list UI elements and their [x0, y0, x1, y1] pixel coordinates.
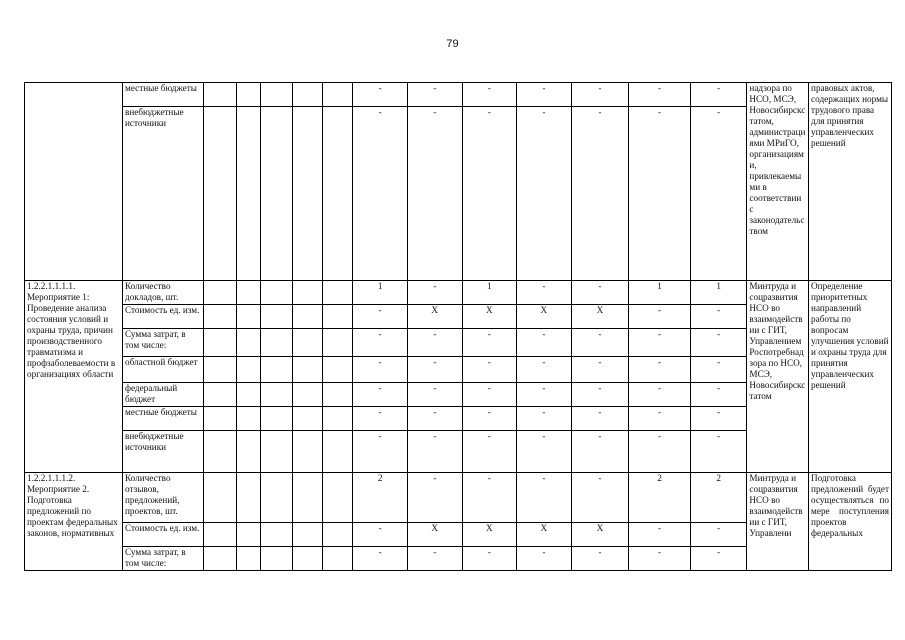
value-cell: 2	[353, 473, 408, 523]
value-cell: -	[690, 383, 747, 407]
value-cell: -	[353, 83, 408, 107]
value-cell: X	[407, 523, 462, 547]
value-cell: -	[571, 357, 629, 383]
value-cell: -	[690, 407, 747, 431]
value-cell: -	[690, 329, 747, 357]
value-cell: -	[571, 547, 629, 571]
row-label: Стоимость ед. изм.	[123, 523, 204, 547]
value-cell: -	[407, 357, 462, 383]
value-cell: -	[690, 305, 747, 329]
row-label: Сумма затрат, в том числе:	[123, 547, 204, 571]
value-cell: -	[462, 473, 517, 523]
value-cell: -	[462, 107, 517, 281]
value-cell: -	[517, 357, 572, 383]
value-cell: -	[517, 281, 572, 305]
executor-cell: надзора по НСО, МСЭ, Новосибирскстатом, администрациями МРиГО, организациями, привлекаемыми в соответствии с законодательством	[747, 83, 809, 281]
value-cell: -	[353, 305, 408, 329]
value-cell: -	[517, 473, 572, 523]
value-cell: 1	[690, 281, 747, 305]
value-cell: 1	[462, 281, 517, 305]
row-label: Стоимость ед. изм.	[123, 305, 204, 329]
row-label: местные бюджеты	[123, 83, 204, 107]
value-cell: -	[629, 329, 691, 357]
value-cell: -	[571, 281, 629, 305]
value-cell: -	[629, 357, 691, 383]
value-cell: -	[517, 407, 572, 431]
row-label: внебюджетные источники	[123, 107, 204, 281]
value-cell: X	[462, 305, 517, 329]
value-cell: -	[462, 383, 517, 407]
value-cell: -	[462, 431, 517, 473]
value-cell: -	[353, 357, 408, 383]
value-cell: -	[353, 547, 408, 571]
value-cell: -	[629, 523, 691, 547]
measure-1-title: 1.2.2.1.1.1.1. Мероприятие 1: Проведение анализа состояния условий и охраны труда, причин производственного травматизма и профзаболеваемости в организациях области	[25, 281, 123, 473]
value-cell: 2	[629, 473, 691, 523]
value-cell: -	[690, 357, 747, 383]
result-cell: Подготовка предложений будет осуществляться по мере поступления проектов федеральных	[809, 473, 892, 571]
value-cell: -	[690, 431, 747, 473]
value-cell: -	[353, 329, 408, 357]
result-cell: правовых актов, содержащих нормы трудового права для принятия управленческих решений	[809, 83, 892, 281]
value-cell: -	[629, 431, 691, 473]
value-cell: -	[407, 107, 462, 281]
executor-cell: Минтруда и соцразвития НСО во взаимодействии с ГИТ, Управлени	[747, 473, 809, 571]
value-cell: -	[353, 383, 408, 407]
prev-row-local	[25, 83, 892, 107]
value-cell: -	[407, 431, 462, 473]
value-cell: X	[407, 305, 462, 329]
value-cell: -	[571, 107, 629, 281]
value-cell: X	[517, 305, 572, 329]
value-cell: -	[629, 407, 691, 431]
value-cell: -	[629, 547, 691, 571]
row-label: Сумма затрат, в том числе:	[123, 329, 204, 357]
value-cell: -	[353, 431, 408, 473]
value-cell: -	[353, 407, 408, 431]
value-cell: -	[353, 107, 408, 281]
value-cell: X	[571, 305, 629, 329]
page-number: 79	[446, 38, 459, 50]
value-cell: -	[690, 83, 747, 107]
value-cell: X	[571, 523, 629, 547]
value-cell: -	[407, 547, 462, 571]
value-cell: -	[571, 383, 629, 407]
value-cell: X	[462, 523, 517, 547]
value-cell: 1	[353, 281, 408, 305]
value-cell: -	[629, 305, 691, 329]
value-cell: -	[407, 407, 462, 431]
value-cell: -	[407, 329, 462, 357]
row-label: Количество отзывов, предложений, проектов, шт.	[123, 473, 204, 523]
value-cell: -	[517, 329, 572, 357]
result-cell: Определение приоритетных направлений работы по вопросам улучшения условий и охраны труда для принятия управленческих решений	[809, 281, 892, 473]
value-cell: -	[407, 83, 462, 107]
value-cell: -	[462, 547, 517, 571]
s2-row-count	[25, 473, 892, 523]
measure-2-title: 1.2.2.1.1.1.2. Мероприятие 2. Подготовка предложений по проектам федеральных законов, нормативных	[25, 473, 123, 571]
value-cell: -	[517, 83, 572, 107]
value-cell: -	[407, 383, 462, 407]
value-cell: -	[517, 107, 572, 281]
value-cell: -	[462, 357, 517, 383]
row-label: местные бюджеты	[123, 407, 204, 431]
value-cell: -	[407, 473, 462, 523]
s1-row-reports	[25, 281, 892, 305]
value-cell: -	[517, 431, 572, 473]
value-cell: -	[571, 407, 629, 431]
value-cell: -	[571, 473, 629, 523]
measures-table	[24, 82, 892, 571]
value-cell: -	[629, 383, 691, 407]
executor-cell: Минтруда и соцразвития НСО во взаимодействии с ГИТ, Управлением Роспотребнадзора по НСО, МСЭ, Новосибирскстатом	[747, 281, 809, 473]
value-cell: -	[571, 431, 629, 473]
row-label: областной бюджет	[123, 357, 204, 383]
value-cell: -	[571, 83, 629, 107]
value-cell: -	[462, 407, 517, 431]
prev-title-cell	[25, 83, 123, 281]
value-cell: -	[517, 383, 572, 407]
value-cell: -	[629, 83, 691, 107]
row-label: внебюджетные источники	[123, 431, 204, 473]
value-cell: -	[462, 83, 517, 107]
value-cell: 2	[690, 473, 747, 523]
value-cell: -	[571, 329, 629, 357]
value-cell: -	[353, 523, 408, 547]
value-cell: -	[690, 107, 747, 281]
value-cell: -	[690, 523, 747, 547]
value-cell: X	[517, 523, 572, 547]
value-cell: -	[462, 329, 517, 357]
value-cell: 1	[629, 281, 691, 305]
value-cell: -	[690, 547, 747, 571]
row-label: федеральный бюджет	[123, 383, 204, 407]
value-cell: -	[629, 107, 691, 281]
value-cell: -	[407, 281, 462, 305]
row-label: Количество докладов, шт.	[123, 281, 204, 305]
value-cell: -	[517, 547, 572, 571]
